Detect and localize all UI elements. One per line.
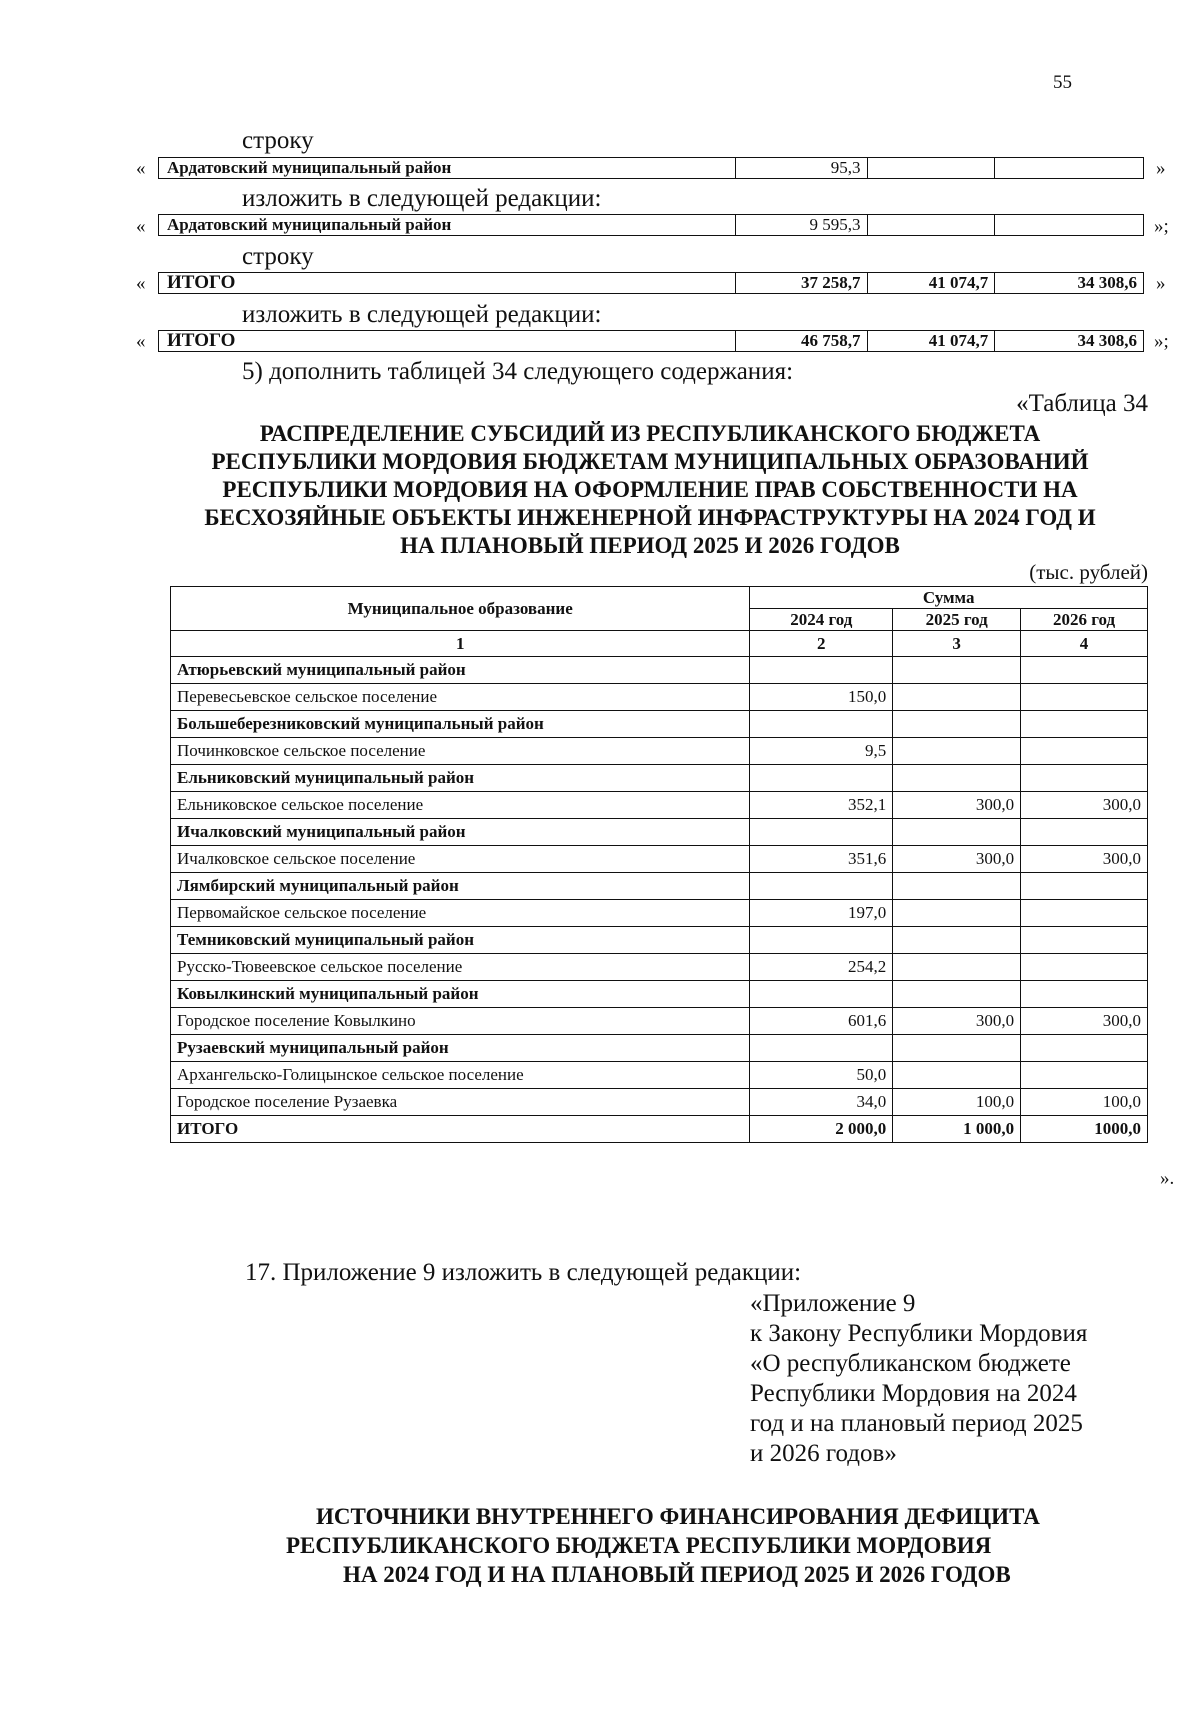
amount-2025: [893, 873, 1021, 900]
amount-2024: 351,6: [750, 846, 893, 873]
appendix-reference: [750, 1289, 1087, 1469]
row-name: Ардатовский муниципальный район: [159, 158, 736, 178]
amount-2025: [893, 684, 1021, 711]
appendix-line: и 2026 годов»: [750, 1440, 897, 1467]
district-row: [171, 873, 1148, 900]
open-quote: «: [136, 216, 146, 237]
amount-2026: 300,0: [1021, 1008, 1148, 1035]
header-year-2024: 2024 год: [750, 609, 893, 631]
instruction-line-4: изложить в следующей редакции:: [242, 301, 602, 328]
district-row: [171, 711, 1148, 738]
table-title-line: БЕСХОЗЯЙНЫЕ ОБЪЕКТЫ ИНЖЕНЕРНОЙ ИНФРАСТРУКТУРЫ НА 2024 ГОД И: [204, 505, 1096, 530]
row-value-2026: [995, 158, 1143, 178]
table-closing-quote: ».: [1160, 1168, 1175, 1189]
appendix-line: к Закону Республики Мордовия: [750, 1320, 1088, 1347]
open-quote: «: [136, 158, 146, 179]
header-sum: Сумма: [750, 587, 1148, 609]
amount-2025: [893, 765, 1021, 792]
amount-2026: [1021, 657, 1148, 684]
amount-2025: 300,0: [893, 846, 1021, 873]
settlement-row: [171, 684, 1148, 711]
open-quote: «: [136, 331, 146, 352]
column-number: 3: [893, 631, 1021, 657]
instruction-line-5: 5) дополнить таблицей 34 следующего содержания:: [242, 358, 794, 385]
settlement-row: [171, 1008, 1148, 1035]
row-name: ИТОГО: [159, 331, 736, 351]
amount-2025: [893, 1035, 1021, 1062]
municipality-name: Перевесьевское сельское поселение: [171, 684, 750, 711]
district-row: [171, 927, 1148, 954]
row-value-2025: 41 074,7: [868, 273, 996, 293]
municipality-name: Атюрьевский муниципальный район: [171, 657, 750, 684]
amount-2024: [750, 873, 893, 900]
table-label: «Таблица 34: [1016, 390, 1148, 417]
column-number: 2: [750, 631, 893, 657]
row-value-2024: 37 258,7: [736, 273, 868, 293]
municipality-name: Ельниковское сельское поселение: [171, 792, 750, 819]
settlement-row: [171, 792, 1148, 819]
settlement-row: [171, 1062, 1148, 1089]
amount-2025: [893, 657, 1021, 684]
amount-2026: [1021, 738, 1148, 765]
amount-2024: 9,5: [750, 738, 893, 765]
amount-2024: [750, 711, 893, 738]
settlement-row: [171, 846, 1148, 873]
municipality-name: Темниковский муниципальный район: [171, 927, 750, 954]
municipality-name: Архангельско-Голицынское сельское поселение: [171, 1062, 750, 1089]
amount-2024: 50,0: [750, 1062, 893, 1089]
table-total-row: [171, 1116, 1148, 1143]
close-quote-semicolon: »;: [1154, 216, 1169, 237]
amount-2025: [893, 900, 1021, 927]
municipality-name: Лямбирский муниципальный район: [171, 873, 750, 900]
sources-title-line-3: НА 2024 ГОД И НА ПЛАНОВЫЙ ПЕРИОД 2025 И 2026 ГОДОВ: [343, 1562, 1011, 1587]
district-row: [171, 981, 1148, 1008]
amount-2025: 300,0: [893, 792, 1021, 819]
amount-2024: 197,0: [750, 900, 893, 927]
amount-2026: 1000,0: [1021, 1116, 1148, 1143]
row-name: Ардатовский муниципальный район: [159, 215, 736, 235]
row-value-2025: 41 074,7: [868, 331, 996, 351]
amount-2025: [893, 927, 1021, 954]
row-value-2025: [868, 215, 996, 235]
instruction-line-3: строку: [242, 243, 314, 270]
appendix-line: «Приложение 9: [750, 1290, 916, 1317]
amount-2026: [1021, 1035, 1148, 1062]
municipality-name: Большеберезниковский муниципальный район: [171, 711, 750, 738]
amount-2024: [750, 981, 893, 1008]
district-row: [171, 1035, 1148, 1062]
header-year-2025: 2025 год: [893, 609, 1021, 631]
item-17-text: 17. Приложение 9 изложить в следующей редакции:: [245, 1259, 802, 1286]
municipality-name: ИТОГО: [171, 1116, 750, 1143]
settlement-row: [171, 900, 1148, 927]
row-value-2025: [868, 158, 996, 178]
amount-2024: 34,0: [750, 1089, 893, 1116]
amendment-row-old-ardatov: [158, 157, 1144, 179]
instruction-line-2: изложить в следующей редакции:: [242, 185, 602, 212]
row-value-2024: 46 758,7: [736, 331, 868, 351]
row-value-2026: 34 308,6: [1077, 273, 1137, 292]
amount-2026: 300,0: [1021, 792, 1148, 819]
column-numbers-row: [171, 631, 1148, 657]
amount-2024: [750, 927, 893, 954]
table-header-row: [171, 587, 1148, 609]
amount-2024: [750, 765, 893, 792]
amount-2026: 300,0: [1021, 846, 1148, 873]
table-title: [150, 420, 1150, 560]
amount-2025: 100,0: [893, 1089, 1021, 1116]
municipality-name: Ичалковское сельское поселение: [171, 846, 750, 873]
amount-2025: [893, 711, 1021, 738]
amount-2025: 1 000,0: [893, 1116, 1021, 1143]
amount-2026: [1021, 765, 1148, 792]
amendment-row-old-total: [158, 272, 1144, 294]
row-value-2024: 9 595,3: [736, 215, 868, 235]
district-row: [171, 765, 1148, 792]
amount-2024: 2 000,0: [750, 1116, 893, 1143]
amount-2024: 352,1: [750, 792, 893, 819]
municipality-name: Первомайское сельское поселение: [171, 900, 750, 927]
instruction-line-1: строку: [242, 127, 314, 154]
amount-2024: [750, 819, 893, 846]
amount-2024: 601,6: [750, 1008, 893, 1035]
row-value-2024: 95,3: [736, 158, 868, 178]
header-year-2026: 2026 год: [1021, 609, 1148, 631]
amount-2024: [750, 1035, 893, 1062]
amount-2026: [1021, 873, 1148, 900]
amount-2025: [893, 1062, 1021, 1089]
municipality-name: Починковское сельское поселение: [171, 738, 750, 765]
settlement-row: [171, 1089, 1148, 1116]
distribution-table: [170, 586, 1148, 1143]
amount-2026: [1021, 1062, 1148, 1089]
amount-2024: [750, 657, 893, 684]
appendix-line: Республики Мордовия на 2024: [750, 1380, 1077, 1407]
amount-2024: 150,0: [750, 684, 893, 711]
sources-title-line-2: РЕСПУБЛИКАНСКОГО БЮДЖЕТА РЕСПУБЛИКИ МОРДОВИЯ: [286, 1533, 992, 1558]
settlement-row: [171, 738, 1148, 765]
municipality-name: Ельниковский муниципальный район: [171, 765, 750, 792]
column-number: 1: [171, 631, 750, 657]
amount-2026: [1021, 819, 1148, 846]
municipality-name: Ковылкинский муниципальный район: [171, 981, 750, 1008]
table-title-line: РЕСПУБЛИКИ МОРДОВИЯ НА ОФОРМЛЕНИЕ ПРАВ СОБСТВЕННОСТИ НА: [222, 477, 1078, 502]
column-number: 4: [1021, 631, 1148, 657]
amount-2026: 100,0: [1021, 1089, 1148, 1116]
amendment-row-new-total: [158, 330, 1144, 352]
amount-2026: [1021, 900, 1148, 927]
table-title-line: РАСПРЕДЕЛЕНИЕ СУБСИДИЙ ИЗ РЕСПУБЛИКАНСКОГО БЮДЖЕТА: [259, 421, 1041, 446]
amount-2026: [1021, 927, 1148, 954]
municipality-name: Ичалковский муниципальный район: [171, 819, 750, 846]
row-value-2026: [995, 215, 1143, 235]
appendix-line: «О республиканском бюджете: [750, 1350, 1071, 1377]
amount-2024: 254,2: [750, 954, 893, 981]
sources-title-line-1: ИСТОЧНИКИ ВНУТРЕННЕГО ФИНАНСИРОВАНИЯ ДЕФИЦИТА: [316, 1504, 1040, 1529]
municipality-name: Городское поселение Ковылкино: [171, 1008, 750, 1035]
amount-2025: [893, 981, 1021, 1008]
page-number: 55: [1053, 72, 1072, 93]
row-name: ИТОГО: [159, 273, 736, 293]
close-quote: »: [1156, 273, 1166, 294]
close-quote-semicolon: »;: [1154, 331, 1169, 352]
district-row: [171, 657, 1148, 684]
district-row: [171, 819, 1148, 846]
amount-2025: 300,0: [893, 1008, 1021, 1035]
appendix-line: год и на плановый период 2025: [750, 1410, 1083, 1437]
header-municipality: Муниципальное образование: [171, 587, 750, 631]
amount-2026: [1021, 711, 1148, 738]
amount-2026: [1021, 684, 1148, 711]
municipality-name: Городское поселение Рузаевка: [171, 1089, 750, 1116]
amendment-row-new-ardatov: [158, 214, 1144, 236]
amount-2025: [893, 954, 1021, 981]
table-units: (тыс. рублей): [1029, 560, 1148, 584]
amount-2026: [1021, 981, 1148, 1008]
table-title-line: НА ПЛАНОВЫЙ ПЕРИОД 2025 И 2026 ГОДОВ: [400, 533, 900, 558]
close-quote: »: [1156, 158, 1166, 179]
row-value-2026: 34 308,6: [1077, 331, 1137, 350]
amount-2025: [893, 819, 1021, 846]
table-title-line: РЕСПУБЛИКИ МОРДОВИЯ БЮДЖЕТАМ МУНИЦИПАЛЬНЫХ ОБРАЗОВАНИЙ: [211, 449, 1089, 474]
municipality-name: Русско-Тювеевское сельское поселение: [171, 954, 750, 981]
amount-2025: [893, 738, 1021, 765]
municipality-name: Рузаевский муниципальный район: [171, 1035, 750, 1062]
settlement-row: [171, 954, 1148, 981]
open-quote: «: [136, 273, 146, 294]
amount-2026: [1021, 954, 1148, 981]
